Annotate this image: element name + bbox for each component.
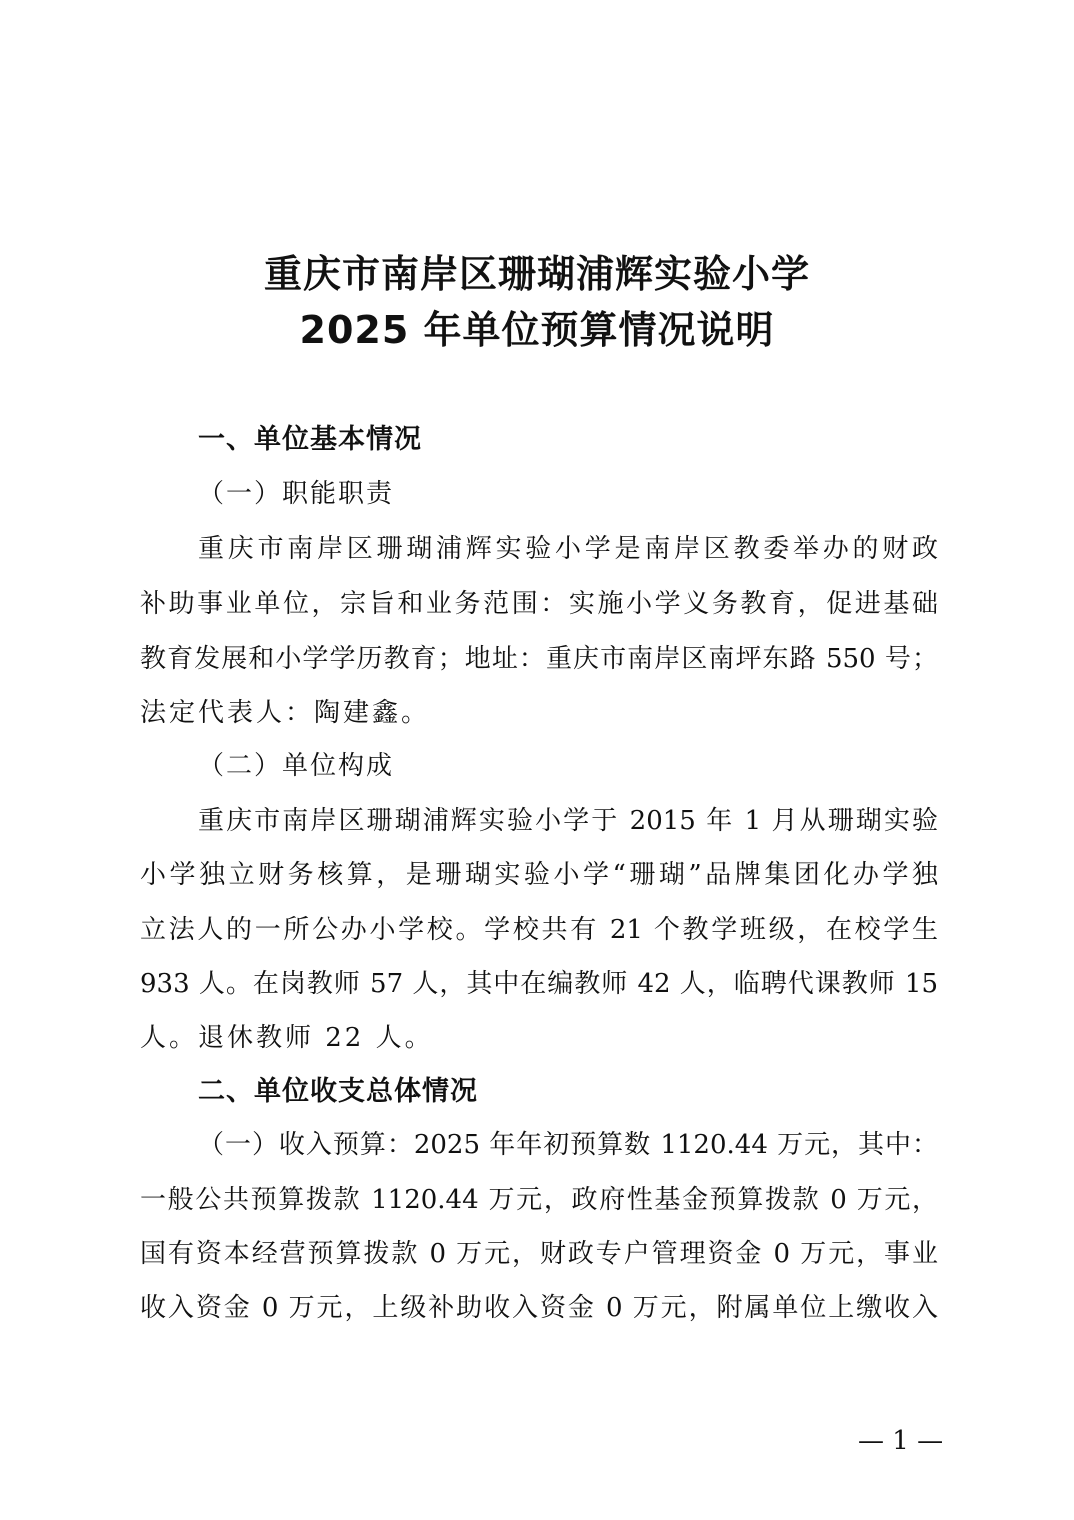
section-2-heading: 二、单位收支总体情况 — [198, 1076, 478, 1107]
paragraph-line: 933 人。在岗教师 57 人，其中在编教师 42 人，临聘代课教师 15 — [140, 969, 938, 999]
paragraph-line: 法定代表人：陶建鑫。 — [140, 698, 431, 728]
paragraph-line: 教育发展和小学学历教育；地址：重庆市南岸区南坪东路 550 号； — [140, 644, 938, 674]
paragraph-line: 补助事业单位，宗旨和业务范围：实施小学义务教育，促进基础 — [140, 589, 938, 619]
subsection-1-1-heading: （一）职能职责 — [198, 479, 395, 509]
document-title-line-2: 2025 年单位预算情况说明 — [299, 308, 775, 352]
page-number: — 1 — — [858, 1426, 944, 1456]
paragraph-line: 重庆市南岸区珊瑚浦辉实验小学于 2015 年 1 月从珊瑚实验 — [198, 806, 938, 836]
paragraph-line: （一）收入预算：2025 年年初预算数 1120.44 万元，其中： — [198, 1130, 938, 1160]
paragraph-line: 国有资本经营预算拨款 0 万元，财政专户管理资金 0 万元，事业 — [140, 1239, 938, 1269]
paragraph-line: 收入资金 0 万元，上级补助收入资金 0 万元，附属单位上缴收入 — [140, 1293, 938, 1323]
paragraph-line: 小学独立财务核算，是珊瑚实验小学“珊瑚”品牌集团化办学独 — [140, 860, 938, 890]
section-1-heading: 一、单位基本情况 — [198, 424, 422, 455]
paragraph-line: 一般公共预算拨款 1120.44 万元，政府性基金预算拨款 0 万元， — [140, 1185, 938, 1215]
paragraph-line: 重庆市南岸区珊瑚浦辉实验小学是南岸区教委举办的财政 — [198, 534, 938, 564]
paragraph-line: 立法人的一所公办小学校。学校共有 21 个教学班级，在校学生 — [140, 915, 938, 945]
subsection-1-2-heading: （二）单位构成 — [198, 751, 395, 781]
document-title-line-1: 重庆市南岸区珊瑚浦辉实验小学 — [263, 252, 810, 296]
paragraph-line: 人。退休教师 22 人。 — [140, 1023, 434, 1053]
